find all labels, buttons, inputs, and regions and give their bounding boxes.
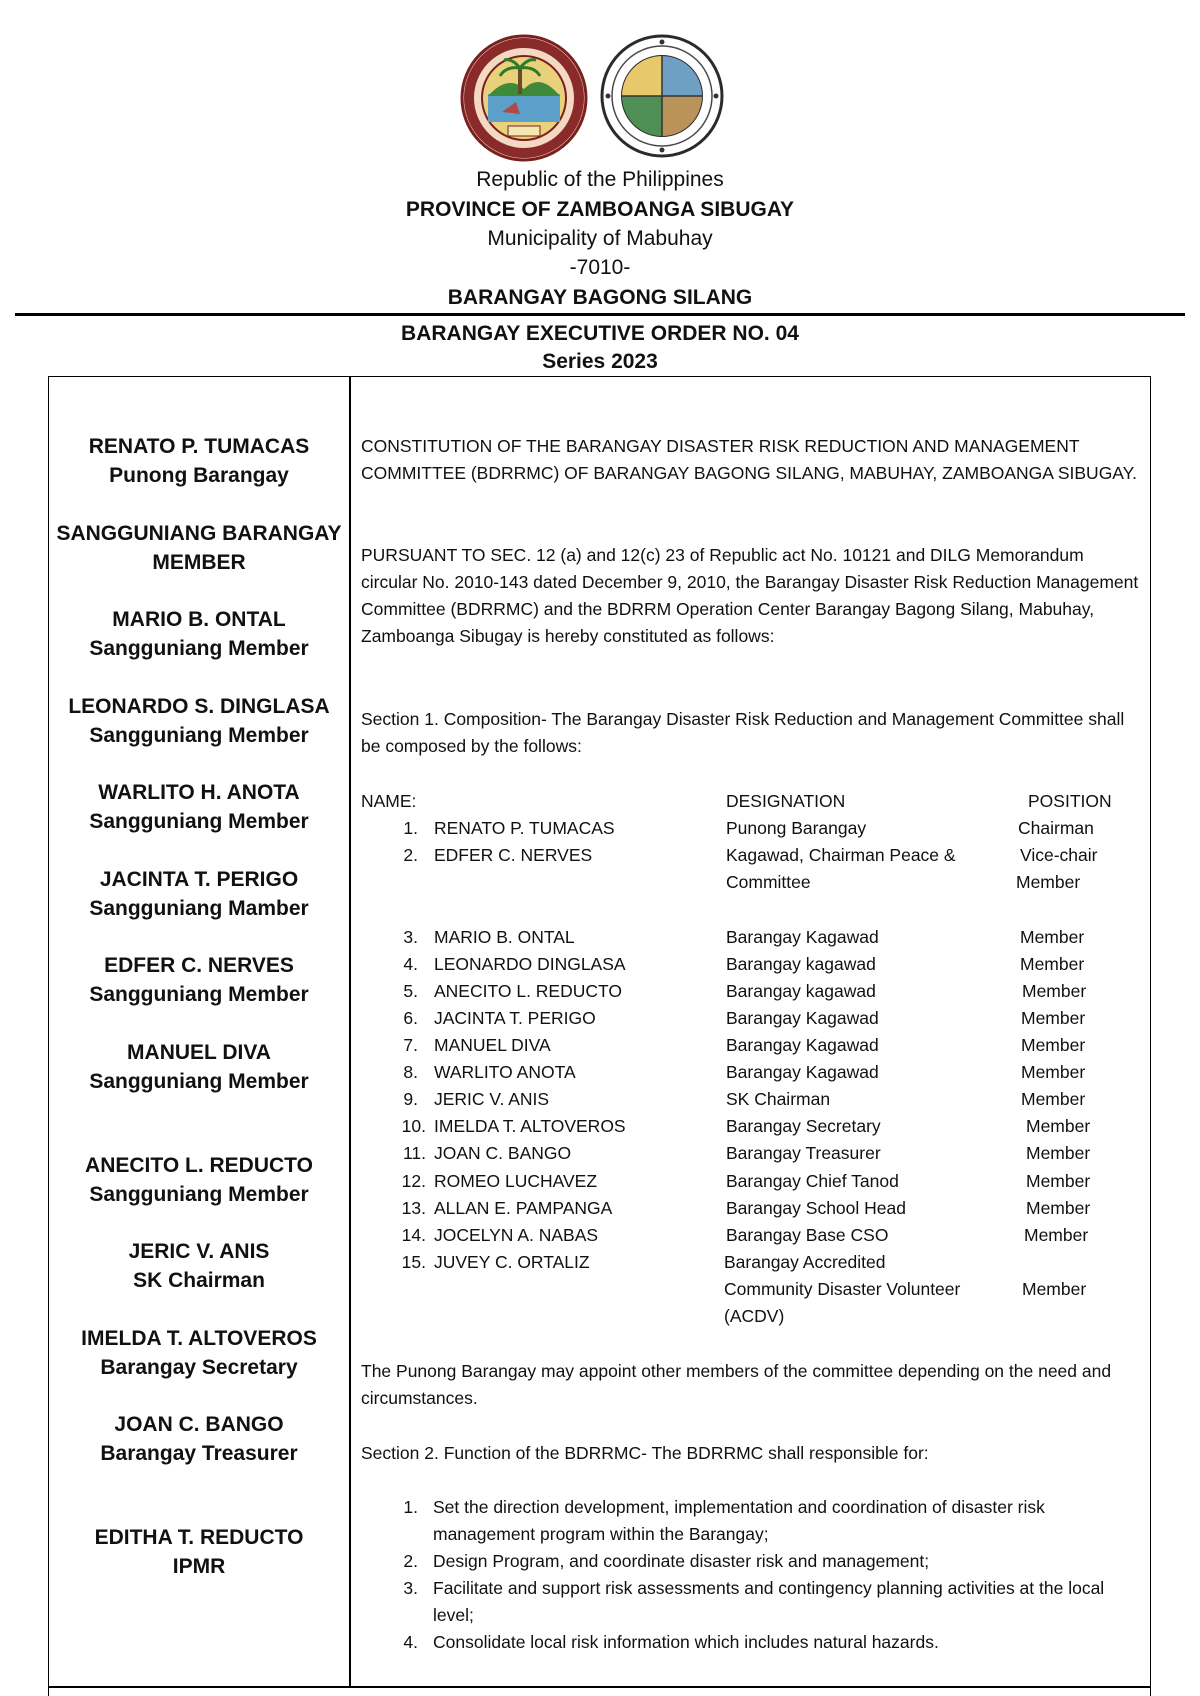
section-1-heading: Section 1. Composition- The Barangay Disaster Risk Reduction and Management Committee shall be composed by the follows: (361, 709, 1125, 756)
header-rule (15, 313, 1185, 316)
frame-bottom-rule (48, 1686, 1151, 1688)
official-entry: ANECITO L. REDUCTO Sangguniang Member (85, 1154, 313, 1206)
official-entry: JACINTA T. PERIGO Sangguniang Mamber (89, 868, 309, 920)
section-2-heading: Section 2. Function of the BDRRMC- The BDRRMC shall responsible for: (361, 1443, 929, 1463)
official-entry: SANGGUNIANG BARANGAY MEMBER (56, 522, 342, 574)
official-entry: IMELDA T. ALTOVEROS Barangay Secretary (81, 1327, 317, 1379)
col-header-designation: DESIGNATION (726, 791, 846, 811)
official-entry: EDITHA T. REDUCTO IPMR (94, 1526, 304, 1578)
municipality-line: Municipality of Mabuhay (487, 227, 713, 250)
order-title: BARANGAY EXECUTIVE ORDER NO. 04 (401, 322, 799, 345)
column-divider (349, 376, 351, 1686)
barangay-line: BARANGAY BAGONG SILANG (447, 286, 753, 309)
barangay-seal-logo (600, 34, 724, 158)
pursuant-paragraph: PURSUANT TO SEC. 12 (a) and 12(c) 23 of Republic act No. 10121 and DILG Memorandum circular No. 2010-143 dated December 9, 2010, the Barangay Disaster Risk Reduction Management Committee (BDRRMC) and the BDRRM Operation Center Barangay Bagong Silang, Mabuhay, Zamboanga Sibugay is hereby constituted as follows: (361, 545, 1139, 646)
col-header-name: NAME: (361, 791, 417, 811)
official-entry: EDFER C. NERVES Sangguniang Member (89, 954, 309, 1006)
official-entry: JOAN C. BANGO Barangay Treasurer (100, 1413, 298, 1465)
official-entry: LEONARDO S. DINGLASA Sangguniang Member (68, 695, 330, 747)
official-entry: RENATO P. TUMACAS Punong Barangay (88, 435, 310, 487)
col-header-position: POSITION (1028, 791, 1112, 811)
official-entry: WARLITO H. ANOTA Sangguniang Member (89, 781, 309, 833)
municipality-seal-logo (458, 34, 590, 162)
official-entry: MARIO B. ONTAL Sangguniang Member (89, 608, 309, 660)
official-entry: JERIC V. ANIS SK Chairman (128, 1240, 270, 1292)
seals-row (0, 34, 1200, 162)
order-subject: CONSTITUTION OF THE BARANGAY DISASTER RISK REDUCTION AND MANAGEMENT COMMITTEE (BDRRMC) OF BARANGAY BAGONG SILANG, MABUHAY, ZAMBOANGA SIBUGAY. (361, 436, 1137, 483)
province-line: PROVINCE OF ZAMBOANGA SIBUGAY (405, 198, 795, 221)
order-series: Series 2023 (542, 350, 658, 373)
republic-line: Republic of the Philippines (476, 168, 724, 191)
appoint-paragraph: The Punong Barangay may appoint other members of the committee depending on the need and circumstances. (361, 1361, 1112, 1408)
zip-line: -7010- (569, 256, 631, 279)
official-entry: MANUEL DIVA Sangguniang Member (89, 1041, 309, 1093)
